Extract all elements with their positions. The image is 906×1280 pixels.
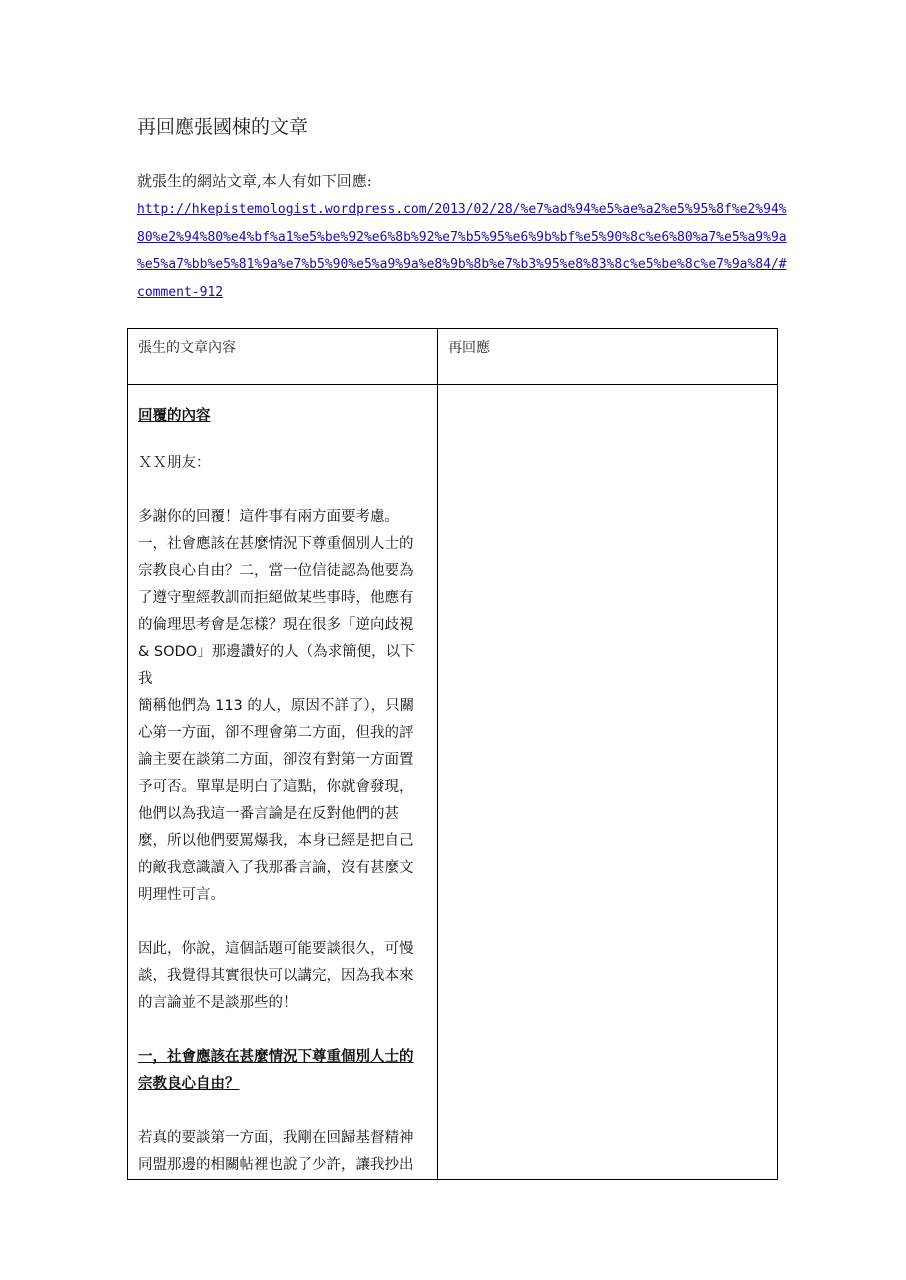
col1-header-cell [128,329,438,385]
text-line: 一，社會應該在甚麼情況下尊重個別人士的 [138,536,414,552]
text-line: 因此，你說，這個話題可能要談很久，可慢 [138,941,414,957]
text-line: 若真的要談第一方面，我剛在回歸基督精神 [138,1130,414,1146]
text-line: 同盟那邊的相關帖裡也說了少許，讓我抄出 [138,1157,414,1173]
text-line: 宗教良心自由？二，當一位信徒認為他要為 [138,563,414,579]
text-line: 的言論並不是談那些的！ [138,995,298,1011]
text-line: 一，社會應該在甚麼情況下尊重個別人士的 [138,1049,414,1065]
text-line: 簡稱他們為 113 的人，原因不詳了），只關 [138,698,415,714]
source-link-line[interactable]: http://hkepistemologist.wordpress.com/2013/02/28/%e7%ad%94%e5%ae%a2%e5%95%8f%e2%94% [137,202,787,217]
paragraph-3 [138,1125,427,1179]
col1-header: 張生的文章內容 [138,340,236,356]
section-title: 回覆的內容 [138,408,211,424]
text-line: 心第一方面，卻不理會第二方面，但我的評 [138,725,414,741]
text-line: 論主要在談第二方面，卻沒有對第一方面置 [138,752,414,768]
paragraph-2 [138,936,427,1017]
source-link-line[interactable]: comment-912 [137,284,224,300]
text-line: 予可否。單單是明白了這點，你就會發現， [138,779,414,795]
text-line: 明理性可言。 [138,887,225,903]
text-line: 麼，所以他們要罵爆我，本身已經是把自己 [138,833,414,849]
intro-text: 就張生的網站文章,本人有如下回應: [137,172,372,190]
text-line: 的敵我意識讀入了我那番言論，沒有甚麼文 [138,860,414,876]
document-title: 再回應張國棟的文章 [137,116,309,138]
col2-header-cell [438,329,778,385]
source-link-line[interactable]: %e5%a7%bb%e5%81%9a%e7%b5%90%e5%a9%9a%e8%9b%8b%e7%b3%95%e8%83%8c%e5%be%8c%e7%9a%84/# [137,257,787,272]
paragraph-1 [138,504,427,909]
section-2-title [138,1044,427,1098]
greeting: ＸＸ朋友： [138,455,211,471]
response-table [127,328,778,1180]
text-line: 多謝你的回覆！這件事有兩方面要考慮。 [138,509,399,525]
col2-header: 再回應 [448,340,490,356]
text-line: 的倫理思考會是怎樣？現在很多「逆向歧視 [138,617,414,633]
text-line: 了遵守聖經教訓而拒絕做某些事時，他應有 [138,590,414,606]
article-content [128,385,437,1179]
source-link-line[interactable]: 80%e2%94%80%e4%bf%a1%e5%be%92%e6%8b%92%e7%b5%95%e6%9b%bf%e5%90%8c%e6%80%a7%e5%a9%9a [137,229,787,245]
text-line: 宗教良心自由？ [138,1076,240,1092]
table-body-row [128,385,778,1180]
source-link[interactable] [137,196,787,306]
text-line: 談，我覺得其實很快可以講完，因為我本來 [138,968,414,984]
table-header-row [128,329,778,385]
text-line: 他們以為我這一番言論是在反對他們的甚 [138,806,399,822]
response-cell [438,385,778,1180]
article-content-cell [128,385,438,1180]
text-line: & SODO」那邊讚好的人（為求簡便，以下我 [138,644,415,687]
